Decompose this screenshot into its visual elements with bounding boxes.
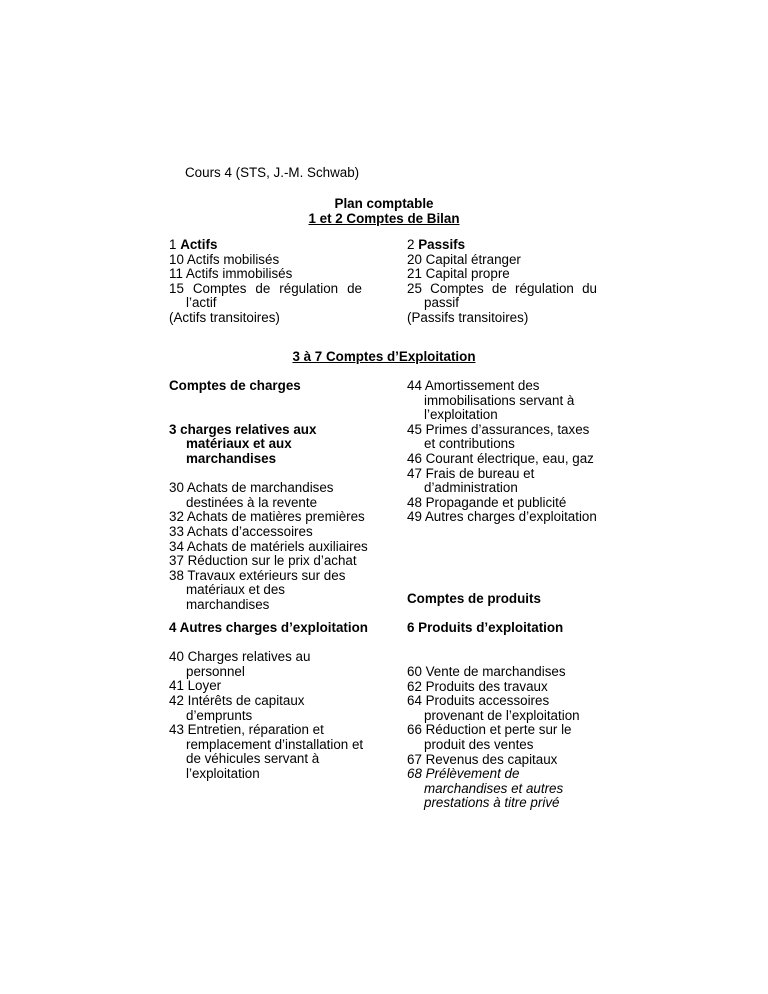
group3-item: 38 Travaux extérieurs sur des matériaux et des marchandises xyxy=(169,567,346,612)
passifs-item: 21 Capital propre xyxy=(407,266,510,282)
group4-item: 40 Charges relatives au personnel xyxy=(169,649,311,679)
group3-item: 32 Achats de matières premières xyxy=(169,509,365,525)
group4-column xyxy=(169,621,369,782)
actifs-label: Actifs xyxy=(180,237,218,252)
charges-column xyxy=(169,379,369,613)
group3-item: 33 Achats d’accessoires xyxy=(169,523,313,539)
group4-item: 43 Entretien, réparation et remplacement d’installation et de véhicules servant à l’exploitation xyxy=(169,722,364,781)
actifs-number: 1 xyxy=(169,237,177,252)
group6-item-italic: 68 Prélèvement de marchandises et autres prestations à titre privé xyxy=(407,766,564,811)
group4-item: 45 Primes d’assurances, taxes et contributions xyxy=(407,421,590,452)
actifs-column xyxy=(169,238,362,326)
course-header: Cours 4 (STS, J.-M. Schwab) xyxy=(185,165,360,180)
group6-item: 60 Vente de marchandises xyxy=(407,663,566,679)
group4-item: 49 Autres charges d’exploitation xyxy=(407,509,597,525)
passifs-number: 2 xyxy=(407,237,415,252)
bilan-section-title: 1 et 2 Comptes de Bilan xyxy=(308,211,460,226)
actifs-item: 11 Actifs immobilisés xyxy=(169,266,293,282)
charges-heading: Comptes de charges xyxy=(169,378,301,393)
produits-column xyxy=(407,592,602,811)
actifs-item: 15 Comptes de régulation de l’actif xyxy=(169,280,362,311)
group4-item: 42 Intérêts de capitaux d’emprunts xyxy=(169,692,305,723)
group4-item: 48 Propagande et publicité xyxy=(407,494,567,510)
group6-item: 67 Revenus des capitaux xyxy=(407,751,558,767)
passifs-column xyxy=(407,238,597,326)
actifs-heading xyxy=(169,238,362,253)
group4-item: 46 Courant électrique, eau, gaz xyxy=(407,450,594,466)
group4-heading: 4 Autres charges d’exploitation xyxy=(169,620,368,635)
group6-heading: 6 Produits d’exploitation xyxy=(407,620,564,636)
group3-item: 30 Achats de marchandises destinées à la revente xyxy=(169,480,334,510)
exploitation-section-title: 3 à 7 Comptes d’Exploitation xyxy=(292,349,476,364)
actifs-note: (Actifs transitoires) xyxy=(169,309,280,325)
page-title: Plan comptable xyxy=(334,196,434,211)
group6-item: 62 Produits des travaux xyxy=(407,678,548,694)
group6-item: 66 Réduction et perte sur le produit des ventes xyxy=(407,722,572,752)
produits-heading: Comptes de produits xyxy=(407,591,541,606)
group4-item: 44 Amortissement des immobilisations servant à l’exploitation xyxy=(407,378,575,423)
group6-item: 64 Produits accessoires provenant de l’exploitation xyxy=(407,693,580,723)
passifs-heading xyxy=(407,238,597,253)
passifs-label: Passifs xyxy=(418,237,466,252)
group4-continued-column xyxy=(407,379,602,525)
group4-item: 41 Loyer xyxy=(169,678,222,694)
group3-heading: 3 charges relatives aux matériaux et aux marchandises xyxy=(169,421,317,466)
passifs-item: 20 Capital étranger xyxy=(407,251,521,267)
passifs-item: 25 Comptes de régulation du passif xyxy=(407,280,597,311)
actifs-item: 10 Actifs mobilisés xyxy=(169,251,280,267)
passifs-note: (Passifs transitoires) xyxy=(407,309,529,325)
group3-item: 37 Réduction sur le prix d’achat xyxy=(169,553,357,569)
group3-item: 34 Achats de matériels auxiliaires xyxy=(169,538,368,554)
group4-item: 47 Frais de bureau et d’administration xyxy=(407,465,535,496)
